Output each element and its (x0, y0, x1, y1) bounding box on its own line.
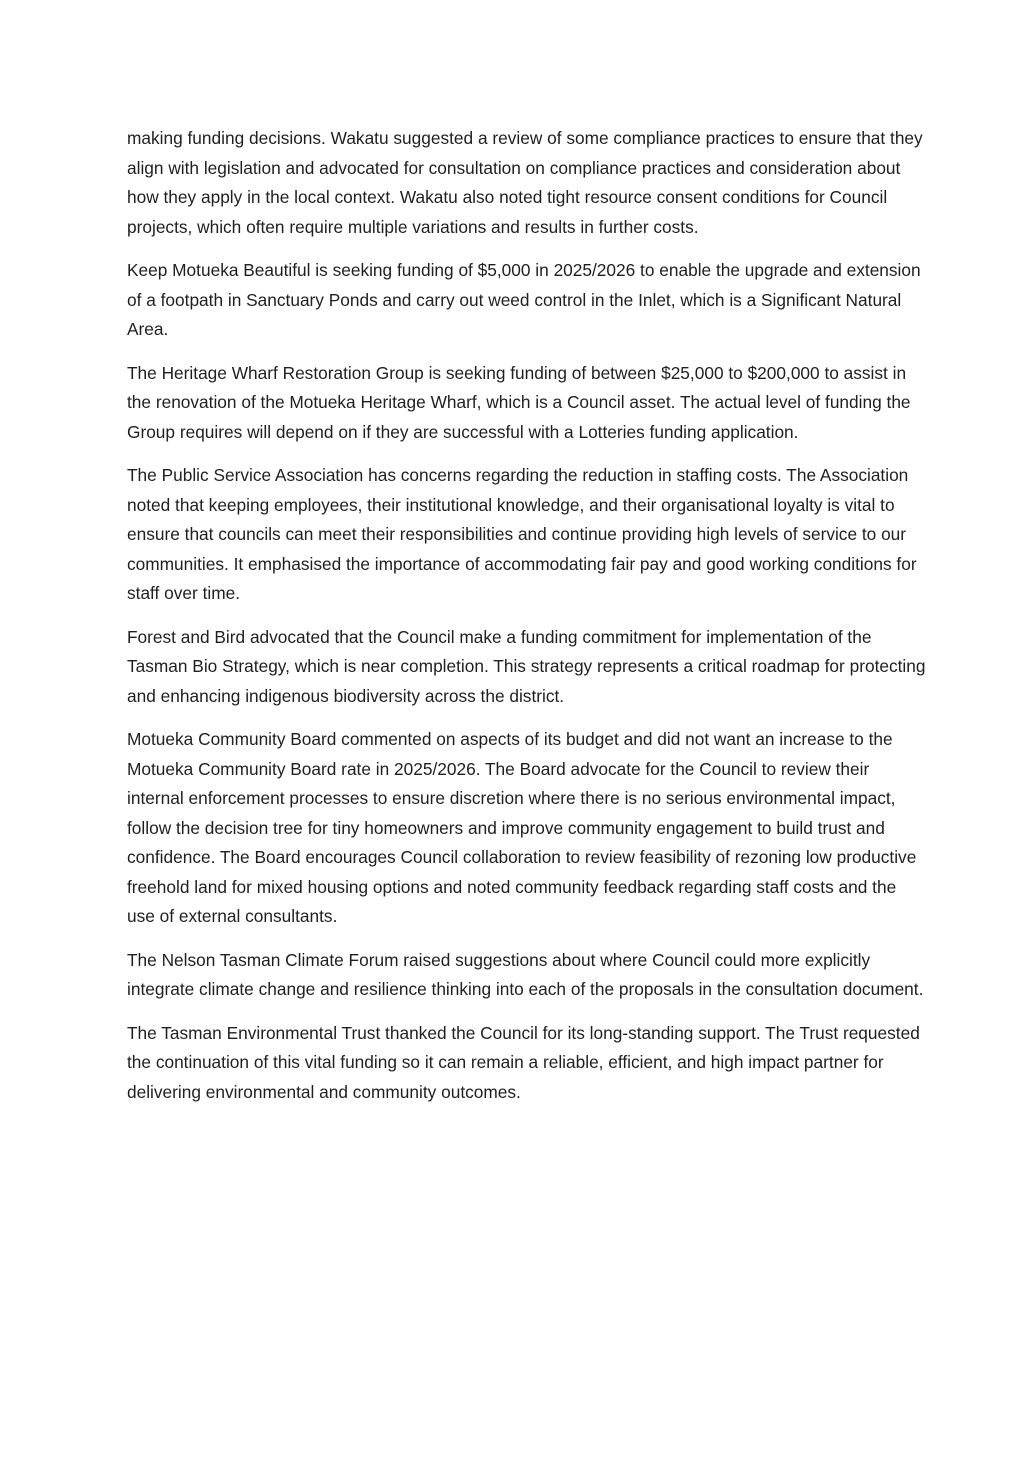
paragraph-wakatu-continued: making funding decisions. Wakatu suggested a review of some compliance practices to ensure that they align with legislation and advocated for consultation on compliance practices and consideration about how they apply in the local context. Wakatu also noted tight resource consent conditions for Council projects, which often require multiple variations and results in further costs. (127, 128, 923, 237)
paragraph-climate-forum: The Nelson Tasman Climate Forum raised suggestions about where Council could more explicitly integrate climate change and resilience thinking into each of the proposals in the consultation document. (127, 949, 924, 999)
paragraph-public-service-association: The Public Service Association has concerns regarding the reduction in staffing costs. The Association noted that keeping employees, their institutional knowledge, and their organisational loyalty is vital to ensure that councils can meet their responsibilities and continue providing high levels of service to our communities. It emphasised the importance of accommodating fair pay and good working conditions for staff over time. (127, 465, 917, 603)
paragraph-keep-motueka-beautiful: Keep Motueka Beautiful is seeking funding of $5,000 in 2025/2026 to enable the upgrade and extension of a footpath in Sanctuary Ponds and carry out weed control in the Inlet, which is a Significant Natural Area. (127, 260, 921, 339)
paragraph-heritage-wharf: The Heritage Wharf Restoration Group is seeking funding of between $25,000 to $200,000 to assist in the renovation of the Motueka Heritage Wharf, which is a Council asset. The actual level of funding the Group requires will depend on if they are successful with a Lotteries funding application. (127, 362, 911, 442)
document-page (127, 124, 927, 1121)
paragraph-environmental-trust: The Tasman Environmental Trust thanked the Council for its long-standing support. The Trust requested the continuation of this vital funding so it can remain a reliable, efficient, and high impact partner for delivering environmental and community outcomes. (127, 1022, 920, 1102)
paragraph-forest-and-bird: Forest and Bird advocated that the Council make a funding commitment for implementation of the Tasman Bio Strategy, which is near completion. This strategy represents a critical roadmap for protecting and enhancing indigenous biodiversity across the district. (127, 626, 926, 706)
paragraph-motueka-community-board: Motueka Community Board commented on aspects of its budget and did not want an increase to the Motueka Community Board rate in 2025/2026. The Board advocate for the Council to review their internal enforcement processes to ensure discretion where there is no serious environmental impact, follow the decision tree for tiny homeowners and improve community engagement to build trust and confidence. The Board encourages Council collaboration to review feasibility of rezoning low productive freehold land for mixed housing options and noted community feedback regarding staff costs and the use of external consultants. (127, 729, 917, 926)
